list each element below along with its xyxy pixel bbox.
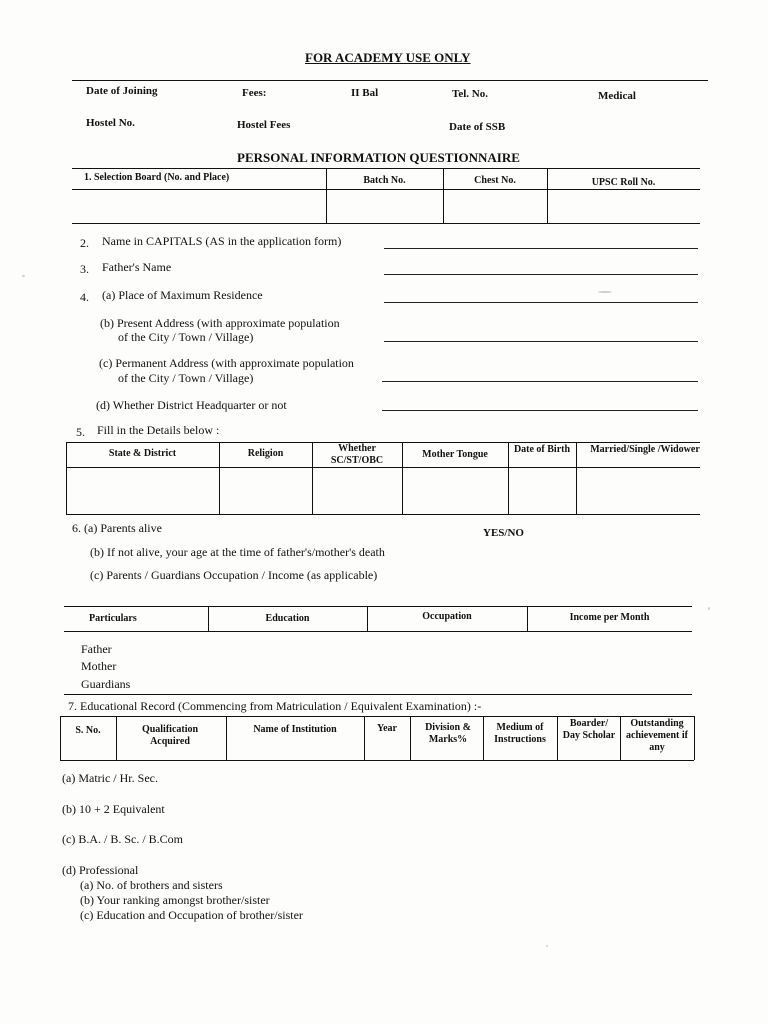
religion-cell[interactable] bbox=[221, 469, 310, 512]
questionnaire-title: PERSONAL INFORMATION QUESTIONNAIRE bbox=[237, 150, 520, 165]
q4a-answer-line[interactable] bbox=[384, 302, 698, 303]
q4-number: 4. bbox=[80, 290, 89, 304]
education-header: Education bbox=[265, 613, 310, 624]
edu-row-graduate: (c) B.A. / B. Sc. / B.Com bbox=[62, 832, 184, 846]
mother-tongue-header: Mother Tongue bbox=[422, 449, 488, 460]
sibling-education-label: (c) Education and Occupation of brother/sister bbox=[80, 908, 303, 922]
sc-st-obc-header: Whether SC/ST/OBC bbox=[330, 443, 384, 466]
state-district-header: State & District bbox=[108, 448, 177, 459]
scan-speck bbox=[22, 275, 25, 277]
q4b-label-line2: of the City / Town / Village) bbox=[118, 330, 254, 344]
occupation-header: Occupation bbox=[422, 611, 472, 622]
division-header: Division & Marks% bbox=[425, 722, 471, 745]
edu-row-professional: (d) Professional bbox=[62, 863, 139, 877]
upsc-roll-no-header: UPSC Roll No. bbox=[591, 177, 656, 188]
q4b-label-line1: (b) Present Address (with approximate population bbox=[100, 316, 340, 330]
particulars-header: Particulars bbox=[89, 613, 137, 624]
q3-label: Father's Name bbox=[102, 260, 172, 274]
marital-status-cell[interactable] bbox=[578, 469, 698, 512]
q2-answer-line[interactable] bbox=[384, 248, 698, 249]
edu-row-10-2: (b) 10 + 2 Equivalent bbox=[62, 802, 165, 816]
educational-record-title: 7. Educational Record (Commencing from Matriculation / Equivalent Examination) :- bbox=[68, 699, 482, 713]
state-district-cell[interactable] bbox=[68, 469, 217, 512]
medical-label: Medical bbox=[598, 90, 636, 102]
sibling-ranking-label: (b) Your ranking amongst brother/sister bbox=[80, 893, 270, 907]
selection-board-header: 1. Selection Board (No. and Place) bbox=[84, 172, 230, 183]
q2-label: Name in CAPITALS (AS in the application form) bbox=[102, 234, 342, 248]
date-of-birth-cell[interactable] bbox=[510, 469, 574, 512]
page-title: FOR ACADEMY USE ONLY bbox=[305, 50, 471, 65]
s-no-header: S. No. bbox=[75, 725, 101, 736]
header-divider bbox=[72, 80, 708, 81]
q4c-label-line1: (c) Permanent Address (with approximate population bbox=[99, 356, 354, 370]
hostel-fees-label: Hostel Fees bbox=[237, 119, 291, 131]
chest-no-header: Chest No. bbox=[474, 175, 516, 186]
hostel-no-label: Hostel No. bbox=[86, 117, 135, 129]
marital-status-header: Married/Single /Widower bbox=[590, 444, 700, 455]
tel-no-label: Tel. No. bbox=[452, 88, 488, 100]
ii-bal-label: II Bal bbox=[351, 87, 379, 99]
achievement-header: Outstanding achievement if any bbox=[626, 718, 688, 753]
q5-label: Fill in the Details below : bbox=[97, 423, 220, 437]
date-of-ssb-label: Date of SSB bbox=[449, 121, 506, 133]
yes-no-option[interactable]: YES/NO bbox=[483, 527, 524, 539]
mother-tongue-cell[interactable] bbox=[404, 469, 506, 512]
medium-header: Medium of Instructions bbox=[494, 722, 546, 745]
q3-number: 3. bbox=[80, 262, 89, 276]
guardians-row-label: Guardians bbox=[81, 677, 131, 691]
scan-speck bbox=[708, 607, 710, 610]
selection-board-cell[interactable] bbox=[74, 191, 324, 221]
batch-no-cell[interactable] bbox=[328, 191, 441, 221]
year-header: Year bbox=[377, 723, 397, 734]
chest-no-cell[interactable] bbox=[445, 191, 545, 221]
q4c-label-line2: of the City / Town / Village) bbox=[118, 371, 254, 385]
father-row-label: Father bbox=[81, 642, 112, 656]
religion-header: Religion bbox=[247, 448, 284, 459]
age-at-death-label: (b) If not alive, your age at the time of father's/mother's death bbox=[90, 545, 385, 559]
q3-answer-line[interactable] bbox=[384, 274, 698, 275]
batch-no-header: Batch No. bbox=[363, 175, 406, 186]
q2-number: 2. bbox=[80, 236, 89, 250]
scan-speck bbox=[598, 291, 612, 293]
fees-label: Fees: bbox=[242, 87, 267, 99]
upsc-roll-no-cell[interactable] bbox=[549, 191, 698, 221]
income-header: Income per Month bbox=[569, 612, 650, 623]
edu-row-matric: (a) Matric / Hr. Sec. bbox=[62, 771, 158, 785]
boarder-header: Boarder/ Day Scholar bbox=[562, 718, 616, 741]
q4a-label: (a) Place of Maximum Residence bbox=[102, 288, 263, 302]
parents-alive-label: 6. (a) Parents alive bbox=[72, 521, 162, 535]
siblings-count-label: (a) No. of brothers and sisters bbox=[80, 878, 223, 892]
mother-row-label: Mother bbox=[81, 659, 117, 673]
q4d-label: (d) Whether District Headquarter or not bbox=[96, 398, 287, 412]
q4b-answer-line[interactable] bbox=[384, 341, 698, 342]
sc-st-obc-cell[interactable] bbox=[314, 469, 400, 512]
institution-header: Name of Institution bbox=[253, 724, 337, 735]
qualification-header: Qualification Acquired bbox=[141, 724, 199, 747]
q5-number: 5. bbox=[76, 425, 85, 439]
q4c-answer-line[interactable] bbox=[382, 381, 698, 382]
scan-speck bbox=[546, 945, 548, 947]
occupation-income-label: (c) Parents / Guardians Occupation / Income (as applicable) bbox=[90, 568, 378, 582]
q4d-answer-line[interactable] bbox=[382, 410, 698, 411]
date-of-birth-header: Date of Birth bbox=[513, 444, 571, 455]
date-of-joining-label: Date of Joining bbox=[86, 85, 158, 97]
